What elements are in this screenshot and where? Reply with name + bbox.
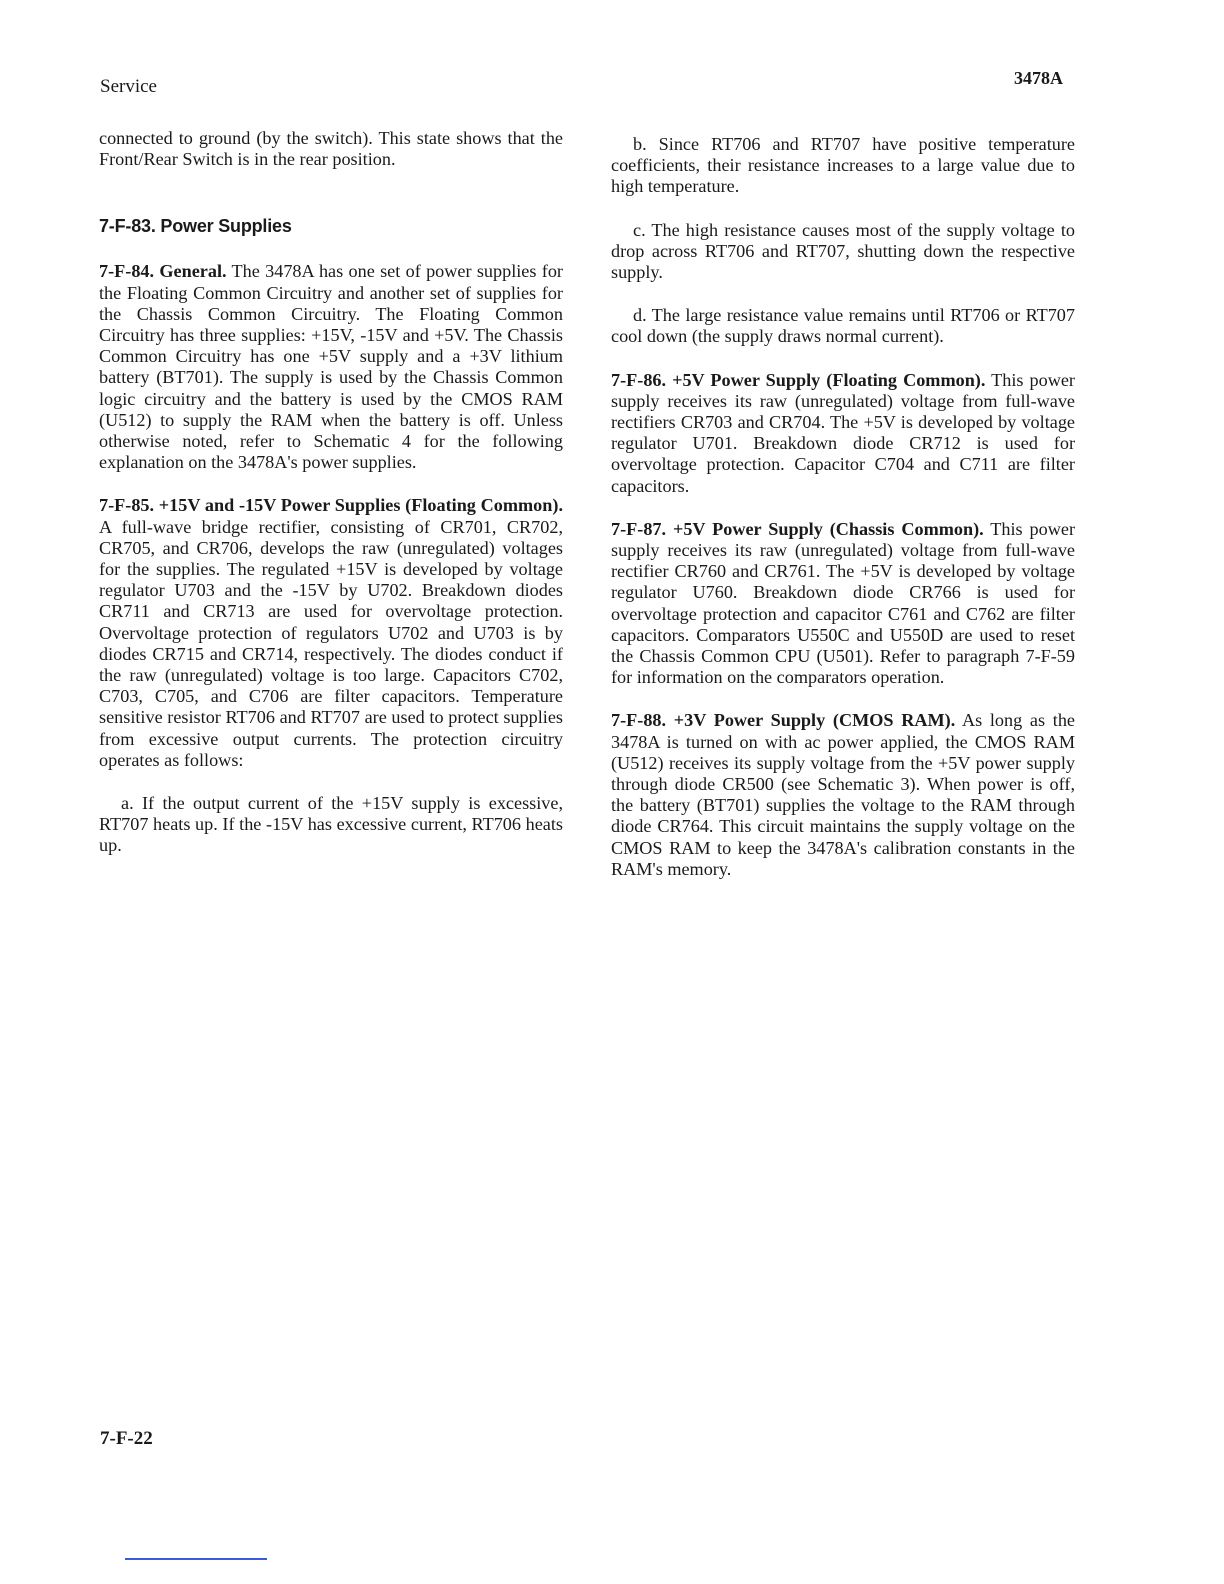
paragraph-body: This power supply receives its raw (unregulated) voltage from full-wave rectifier CR760 and CR761. The +5V is developed by voltage regulator U760. Breakdown diode CR766 is used for overvoltage protection and capacitor C761 and C762 are filter capacitors. Comparators U550C and U550D are used to reset the Chassis Common CPU (U501). Refer to paragraph 7-F-59 for information on the comparators operation. [611, 518, 1075, 688]
list-item-c: c. The high resistance causes most of the supply voltage to drop across RT706 and RT707, shutting down the respective supply. [611, 219, 1075, 283]
paragraph-body: This power supply receives its raw (unregulated) voltage from full-wave rectifiers CR703 and CR704. The +5V is developed by voltage regulator U701. Breakdown diode CR712 is used for overvoltage protection. Capacitor C704 and C711 are filter capacitors. [611, 369, 1075, 496]
paragraph-lead: 7-F-88. +3V Power Supply (CMOS RAM). [611, 710, 956, 731]
page-number: 7-F-22 [100, 1428, 153, 1449]
paragraph-lead: 7-F-86. +5V Power Supply (Floating Common). [611, 369, 986, 390]
running-header-model: 3478A [1014, 68, 1063, 88]
list-item-a: a. If the output current of the +15V supply is excessive, RT707 heats up. If the -15V has excessive current, RT706 heats up. [99, 793, 563, 856]
bottom-rule [125, 1558, 267, 1560]
paragraph-7f84 [99, 261, 563, 473]
paragraph-lead: 7-F-87. +5V Power Supply (Chassis Common). [611, 518, 984, 539]
paragraph-lead: 7-F-84. General. [99, 261, 227, 282]
paragraph-body: As long as the 3478A is turned on with ac power applied, the CMOS RAM (U512) receives its supply voltage from the +5V power supply through diode CR500 (see Schematic 3). When power is off, the battery (BT701) supplies the voltage to the RAM through diode CR764. This circuit maintains the supply voltage on the CMOS RAM to keep the 3478A's calibration constants in the RAM's memory. [611, 710, 1075, 879]
paragraph-7f86 [611, 370, 1075, 497]
paragraph-7f85 [99, 495, 563, 771]
right-column [611, 134, 1075, 880]
paragraph-lead: 7-F-85. +15V and -15V Power Supplies (Floating Common). [99, 495, 563, 516]
continued-paragraph: connected to ground (by the switch). This state shows that the Front/Rear Switch is in the rear position. [99, 128, 563, 170]
paragraph-body: The 3478A has one set of power supplies for the Floating Common Circuitry and another set of supplies for the Chassis Common Circuitry. The Floating Common Circuitry has three supplies: +15V, -15V and +5V. The Chassis Common Circuitry has one +5V supply and a +3V lithium battery (BT701). The supply is used by the Chassis Common logic circuitry and the battery is used by the CMOS RAM (U512) to supply the RAM when the battery is off. Unless otherwise noted, refer to Schematic 4 for the following explanation on the 3478A's power supplies. [99, 261, 563, 473]
paragraph-7f87 [611, 519, 1075, 689]
paragraph-body: A full-wave bridge rectifier, consisting of CR701, CR702, CR705, and CR706, develops the raw (unregulated) voltages for the supplies. The regulated +15V is developed by voltage regulator U703 and the -15V by U702. Breakdown diodes CR711 and CR713 are used for overvoltage protection. Overvoltage protection of regulators U702 and U703 is by diodes CR715 and CR714, respectively. The diodes conduct if the raw (unregulated) voltage is too large. Capacitors C702, C703, C705, and C706 are filter capacitors. Temperature sensitive resistor RT706 and RT707 are used to protect supplies from excessive output currents. The protection circuitry operates as follows: [99, 516, 563, 770]
paragraph-7f88 [611, 710, 1075, 880]
list-item-d: d. The large resistance value remains until RT706 or RT707 cool down (the supply draws normal current). [611, 305, 1075, 347]
section-heading-power-supplies: 7-F-83. Power Supplies [99, 216, 292, 237]
list-item-b: b. Since RT706 and RT707 have positive temperature coefficients, their resistance increases to a large value due to high temperature. [611, 134, 1075, 197]
left-column [99, 128, 563, 857]
running-header-section: Service [100, 76, 157, 97]
